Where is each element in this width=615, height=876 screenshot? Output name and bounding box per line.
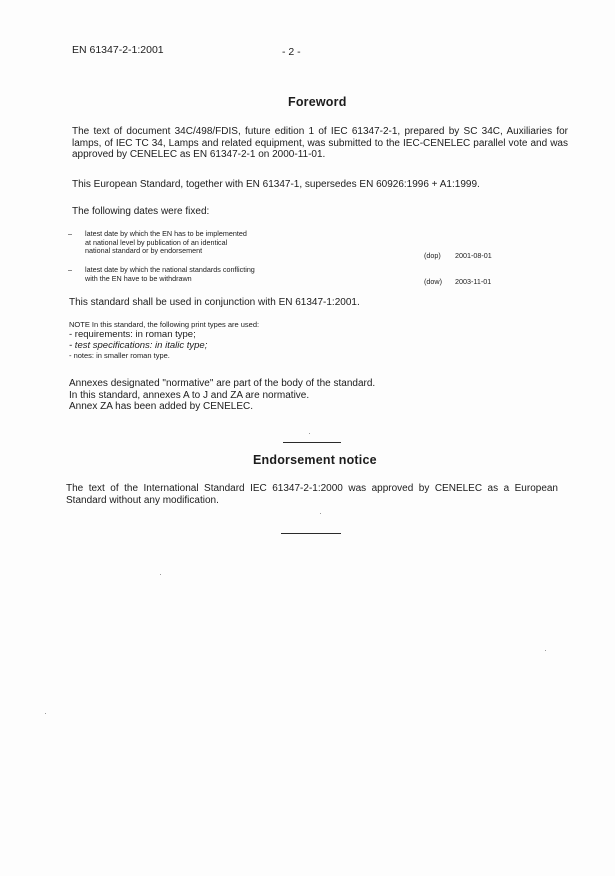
document-id: EN 61347-2-1:2001 bbox=[72, 44, 164, 56]
foreword-paragraph-4: This standard shall be used in conjunction with EN 61347-1:2001. bbox=[69, 297, 360, 308]
date-description-line: at national level by publication of an identical bbox=[85, 237, 228, 247]
note-item-notes: - notes: in smaller roman type. bbox=[69, 351, 170, 360]
list-dash: – bbox=[68, 229, 72, 238]
date-code-dow: (dow) bbox=[424, 277, 442, 286]
note-item-requirements: - requirements: in roman type; bbox=[69, 329, 196, 340]
date-description-line: national standard or by endorsement bbox=[85, 246, 203, 256]
list-dash: – bbox=[68, 265, 72, 274]
section-divider bbox=[283, 442, 341, 443]
page-number: - 2 - bbox=[282, 46, 301, 58]
foreword-paragraph-3: The following dates were fixed: bbox=[72, 206, 210, 217]
note-heading: NOTE In this standard, the following print types are used: bbox=[69, 320, 260, 329]
date-description-dop bbox=[85, 230, 315, 256]
foreword-paragraph-2: This European Standard, together with EN 61347-1, supersedes EN 60926:1996 + A1:1999. bbox=[72, 179, 480, 190]
date-description-line: latest date by which the national standards conflicting bbox=[85, 265, 255, 274]
foreword-paragraph-1: The text of document 34C/498/FDIS, future edition 1 of IEC 61347-2-1, prepared by SC 34C, Auxiliaries for lamps, of IEC TC 34, Lamps and related equipment, was submitted to the IEC-CENELEC parallel vote and was approved by CENELEC as EN 61347-2-1 on 2000-11-01. bbox=[72, 126, 568, 160]
note-item-test-specifications: - test specifications: in italic type; bbox=[69, 340, 208, 351]
annex-line: Annex ZA has been added by CENELEC. bbox=[69, 401, 254, 412]
date-value-dow: 2003-11-01 bbox=[455, 277, 492, 286]
date-description-dow bbox=[85, 266, 315, 283]
date-description-line: with the EN have to be withdrawn bbox=[85, 273, 192, 283]
endorsement-paragraph: The text of the International Standard IEC 61347-2-1:2000 was approved by CENELEC as a European Standard without any modification. bbox=[66, 483, 558, 506]
section-divider bbox=[281, 533, 341, 534]
annex-line: In this standard, annexes A to J and ZA are normative. bbox=[69, 389, 310, 401]
annex-line: Annexes designated "normative" are part of the body of the standard. bbox=[69, 378, 376, 389]
endorsement-title: Endorsement notice bbox=[253, 453, 377, 467]
date-value-dop: 2001-08-01 bbox=[455, 251, 492, 260]
print-types-note bbox=[69, 320, 259, 361]
date-code-dop: (dop) bbox=[424, 251, 441, 260]
annex-statement bbox=[69, 378, 375, 413]
date-description-line: latest date by which the EN has to be implemented bbox=[85, 229, 247, 238]
foreword-title: Foreword bbox=[288, 95, 347, 109]
